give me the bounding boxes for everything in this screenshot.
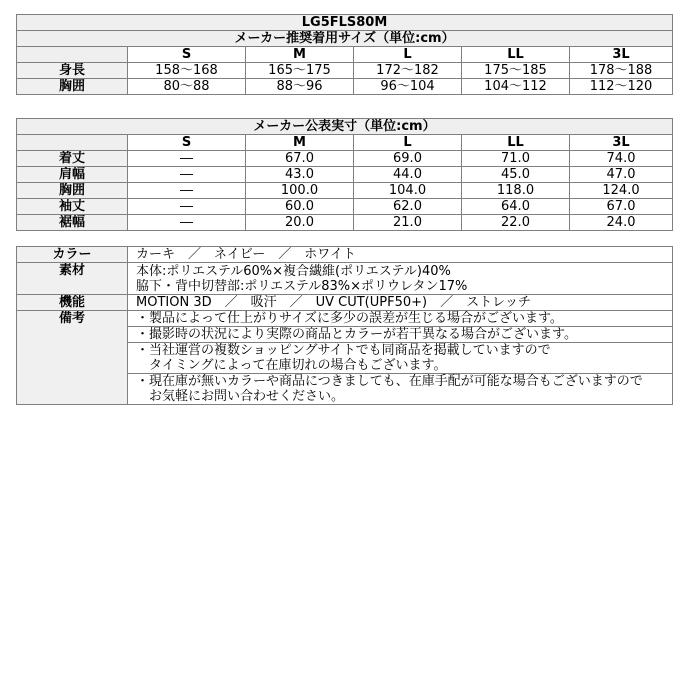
actual-table-title: メーカー公表実寸（単位:cm） [17,119,673,135]
table-cell: 71.0 [462,151,570,167]
size-header: M [246,135,354,151]
table-cell: ― [128,199,246,215]
table-cell: 80～88 [128,79,246,95]
table-row [17,167,673,183]
table-cell: 165～175 [246,63,354,79]
table-cell: 43.0 [246,167,354,183]
table-row [17,215,673,231]
note-item [128,374,673,405]
note-line: ・当社運営の複数ショッピングサイトでも同商品を掲載していますので [136,343,551,358]
function-label: 機能 [17,295,128,311]
table-row [17,199,673,215]
row-label: 胸囲 [17,183,128,199]
detail-row-material [17,263,673,295]
detail-row-color [17,247,673,263]
row-label: 身長 [17,63,128,79]
table-cell: 104.0 [354,183,462,199]
material-line: 脇下・背中切替部:ポリエステル83%×ポリウレタン17% [136,278,468,294]
note-line: ・現在庫が無いカラーや商品につきましても、在庫手配が可能な場合もございますので [136,374,643,389]
table-cell: 24.0 [570,215,673,231]
table-cell: 178～188 [570,63,673,79]
table-cell: 64.0 [462,199,570,215]
table-cell: 172～182 [354,63,462,79]
table-row [17,151,673,167]
table-cell: 67.0 [246,151,354,167]
size-header: S [128,135,246,151]
size-header: 3L [570,47,673,63]
row-label: 袖丈 [17,199,128,215]
table-row [17,79,673,95]
note-item [128,343,673,374]
table-cell: 60.0 [246,199,354,215]
size-header: L [354,135,462,151]
table-row [17,63,673,79]
table-cell: ― [128,215,246,231]
size-header: LL [462,135,570,151]
size-header: L [354,47,462,63]
size-header: S [128,47,246,63]
table-cell: ― [128,151,246,167]
size-header: LL [462,47,570,63]
row-label: 裾幅 [17,215,128,231]
table-cell: 88～96 [246,79,354,95]
color-label: カラー [17,247,128,263]
product-details-table [16,246,673,405]
note-line: タイミングによって在庫切れの場合もございます。 [136,358,447,373]
table-cell: 104～112 [462,79,570,95]
color-value: カーキ ／ ネイビー ／ ホワイト [128,247,673,263]
corner-cell [17,135,128,151]
note-item [128,327,673,343]
actual-size-table [16,118,673,231]
table-cell: 62.0 [354,199,462,215]
table-cell: 21.0 [354,215,462,231]
table-cell: 44.0 [354,167,462,183]
table-cell: 96～104 [354,79,462,95]
recommended-table-title: メーカー推奨着用サイズ（単位:cm） [17,31,673,47]
table-cell: ― [128,167,246,183]
note-line: ・撮影時の状況により実際の商品とカラーが若干異なる場合がございます。 [136,327,577,342]
table-cell: 74.0 [570,151,673,167]
material-line: 本体:ポリエステル60%×複合繊維(ポリエステル)40% [136,263,451,279]
material-value [128,263,673,295]
notes-label: 備考 [17,311,128,405]
recommended-size-table [16,14,673,95]
table-cell: 22.0 [462,215,570,231]
detail-row-notes [17,311,673,327]
size-header: 3L [570,135,673,151]
note-item [128,311,673,327]
row-label: 胸囲 [17,79,128,95]
table-cell: 69.0 [354,151,462,167]
table-cell: 45.0 [462,167,570,183]
row-label: 肩幅 [17,167,128,183]
table-cell: 175～185 [462,63,570,79]
table-cell: 67.0 [570,199,673,215]
size-header: M [246,47,354,63]
table-cell: 112～120 [570,79,673,95]
table-row [17,183,673,199]
table-cell: 47.0 [570,167,673,183]
material-label: 素材 [17,263,128,295]
table-cell: 124.0 [570,183,673,199]
function-value: MOTION 3D ／ 吸汗 ／ UV CUT(UPF50+) ／ ストレッチ [128,295,673,311]
table-cell: 158～168 [128,63,246,79]
note-line: お気軽にお問い合わせください。 [136,389,345,404]
product-code: LG5FLS80M [17,15,673,31]
detail-row-function [17,295,673,311]
table-cell: 20.0 [246,215,354,231]
table-cell: ― [128,183,246,199]
row-label: 着丈 [17,151,128,167]
table-cell: 100.0 [246,183,354,199]
table-cell: 118.0 [462,183,570,199]
note-line: ・製品によって仕上がりサイズに多少の誤差が生じる場合がございます。 [136,311,563,326]
corner-cell [17,47,128,63]
